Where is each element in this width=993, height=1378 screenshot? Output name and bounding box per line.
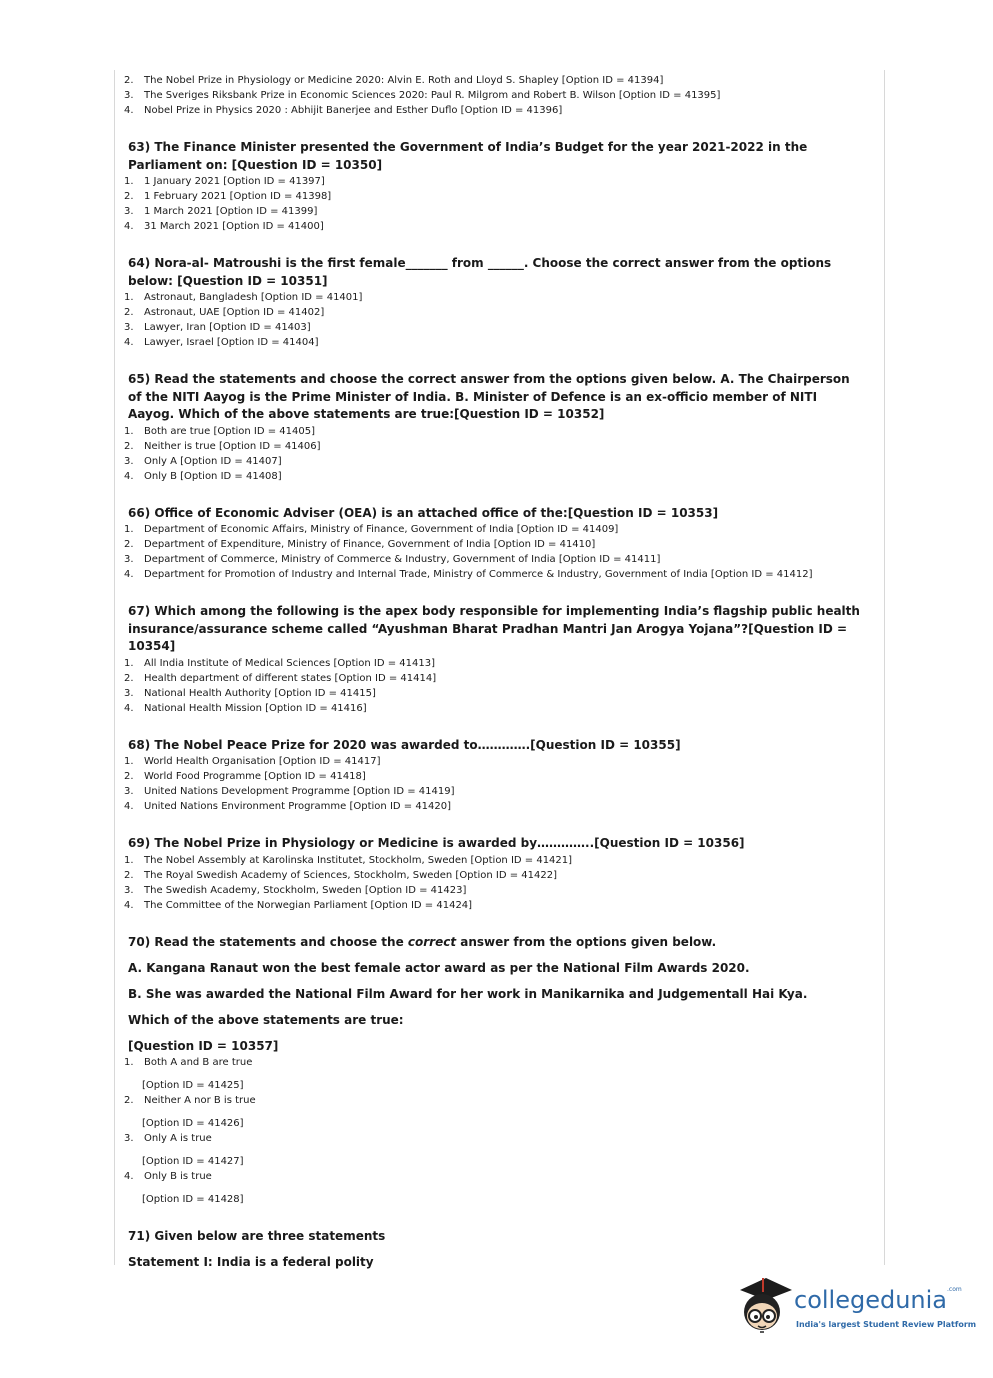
option-item: 1. Both A and B are true: [124, 1056, 253, 1068]
logo-wordmark: collegedunia$^{.com}$: [794, 1286, 962, 1314]
mascot-icon: [736, 1272, 794, 1338]
option-item: 1. Astronaut, Bangladesh [Option ID = 41401]: [124, 292, 363, 303]
option-item: 2. Department of Expenditure, Ministry of Finance, Government of India [Option ID = 41410]: [124, 539, 596, 550]
question-text: 68) The Nobel Peace Prize for 2020 was awarded to………….[Question ID = 10355]: [128, 737, 681, 752]
option-item: 3. Only A [Option ID = 41407]: [124, 455, 282, 467]
option-item: 2. Neither is true [Option ID = 41406]: [124, 440, 321, 452]
statement-question: Which of the above statements are true:: [128, 1012, 404, 1027]
option-item: 4. Lawyer, Israel [Option ID = 41404]: [124, 337, 319, 348]
option-item: 3. The Sveriges Riksbank Prize in Economic Sciences 2020: Paul R. Milgrom and Robert B. Wilson [Option ID = 41395]: [124, 90, 721, 101]
page-border-left: [114, 70, 115, 1265]
previous-question-options: [124, 73, 864, 118]
option-item: 4. National Health Mission [Option ID = 41416]: [124, 702, 367, 714]
option-item: 3. Only A is true: [124, 1132, 212, 1144]
question-text: 63) The Finance Minister presented the Government of India’s Budget for the year 2021-2022 in the Parliament on: [Question ID = 10350]: [128, 140, 808, 172]
option-item: 2. Astronaut, UAE [Option ID = 41402]: [124, 307, 325, 318]
option-item: 4. 31 March 2021 [Option ID = 41400]: [124, 221, 324, 232]
option-item: 1. Both are true [Option ID = 41405]: [124, 425, 316, 437]
option-item: 4. Only B [Option ID = 41408]: [124, 470, 282, 482]
question-text: 71) Given below are three statements: [128, 1228, 386, 1243]
option-item: 3. The Swedish Academy, Stockholm, Sweden [Option ID = 41423]: [124, 884, 467, 896]
collegedunia-logo: [736, 1272, 977, 1340]
question-text: 66) Office of Economic Adviser (OEA) is an attached office of the:[Question ID = 10353]: [128, 505, 719, 520]
page-border-right: [884, 70, 885, 1265]
question-text: 67) Which among the following is the apex body responsible for implementing India’s flagship public health insurance/assurance scheme called “Ayushman Bharat Pradhan Mantri Jan Arogya Yojana”?[Question ID = 10354]: [128, 604, 860, 653]
question-63: [124, 139, 864, 234]
option-item: 1. The Nobel Assembly at Karolinska Institutet, Stockholm, Sweden [Option ID = 41421]: [124, 854, 573, 866]
question-68: [124, 737, 864, 815]
option-item: 3. National Health Authority [Option ID = 41415]: [124, 687, 376, 699]
statement-1: Statement I: India is a federal polity: [128, 1254, 374, 1269]
option-item: 4. The Committee of the Norwegian Parliament [Option ID = 41424]: [124, 899, 473, 911]
option-id: [Option ID = 41426]: [142, 1117, 244, 1129]
option-item: 2. The Nobel Prize in Physiology or Medicine 2020: Alvin E. Roth and Lloyd S. Shapley [Option ID = 41394]: [124, 75, 664, 86]
option-id: [Option ID = 41425]: [142, 1079, 244, 1091]
question-70: [124, 934, 864, 1207]
option-id: [Option ID = 41427]: [142, 1155, 244, 1167]
option-item: 4. Nobel Prize in Physics 2020 : Abhijit Banerjee and Esther Duflo [Option ID = 41396]: [124, 105, 563, 116]
exam-content: [124, 73, 864, 1271]
logo-tagline: India's largest Student Review Platform: [796, 1320, 977, 1329]
option-item: 1. Department of Economic Affairs, Ministry of Finance, Government of India [Option ID = 41409]: [124, 524, 619, 535]
option-item: 1. All India Institute of Medical Sciences [Option ID = 41413]: [124, 657, 436, 669]
question-id: [Question ID = 10357]: [128, 1038, 279, 1053]
statement-b: B. She was awarded the National Film Award for her work in Manikarnika and Judgementall Hai Kya.: [128, 986, 808, 1001]
option-item: 2. World Food Programme [Option ID = 41418]: [124, 771, 366, 782]
option-item: 4. Department for Promotion of Industry and Internal Trade, Ministry of Commerce & Industry, Government of India [Option ID = 41412]: [124, 569, 813, 580]
option-id: [Option ID = 41428]: [142, 1193, 244, 1205]
option-item: 2. Health department of different states [Option ID = 41414]: [124, 672, 437, 684]
option-item: 1. 1 January 2021 [Option ID = 41397]: [124, 176, 325, 187]
question-text: 64) Nora-al- Matroushi is the first female_______ from ______. Choose the correct answer from the options below: [Question ID = 10351]: [128, 256, 832, 288]
question-text: 70) Read the statements and choose the correct answer from the options given below.: [128, 934, 717, 949]
option-item: 4. United Nations Environment Programme [Option ID = 41420]: [124, 801, 452, 812]
question-67: [124, 603, 864, 716]
option-item: 2. The Royal Swedish Academy of Sciences, Stockholm, Sweden [Option ID = 41422]: [124, 869, 557, 881]
option-item: 2. Neither A nor B is true: [124, 1094, 256, 1106]
statement-a: A. Kangana Ranaut won the best female actor award as per the National Film Awards 2020.: [128, 960, 750, 975]
option-item: 1. World Health Organisation [Option ID = 41417]: [124, 756, 381, 767]
question-text: 65) Read the statements and choose the correct answer from the options given below. A. The Chairperson of the NITI Aayog is the Prime Minister of India. B. Minister of Defence is an ex-officio member of NITI Aayog. Which of the above statements are true:[Question ID = 10352]: [128, 372, 850, 421]
question-64: [124, 255, 864, 350]
question-66: [124, 505, 864, 583]
question-65: [124, 371, 864, 484]
option-item: 3. Department of Commerce, Ministry of Commerce & Industry, Government of India [Option ID = 41411]: [124, 554, 661, 565]
option-item: 4. Only B is true: [124, 1170, 212, 1182]
option-item: 3. Lawyer, Iran [Option ID = 41403]: [124, 322, 311, 333]
question-text: 69) The Nobel Prize in Physiology or Medicine is awarded by…………..[Question ID = 10356]: [128, 836, 745, 850]
option-item: 2. 1 February 2021 [Option ID = 41398]: [124, 191, 332, 202]
question-71: [124, 1228, 864, 1271]
question-69: [124, 835, 864, 913]
option-item: 3. 1 March 2021 [Option ID = 41399]: [124, 206, 318, 217]
option-item: 3. United Nations Development Programme [Option ID = 41419]: [124, 786, 455, 797]
